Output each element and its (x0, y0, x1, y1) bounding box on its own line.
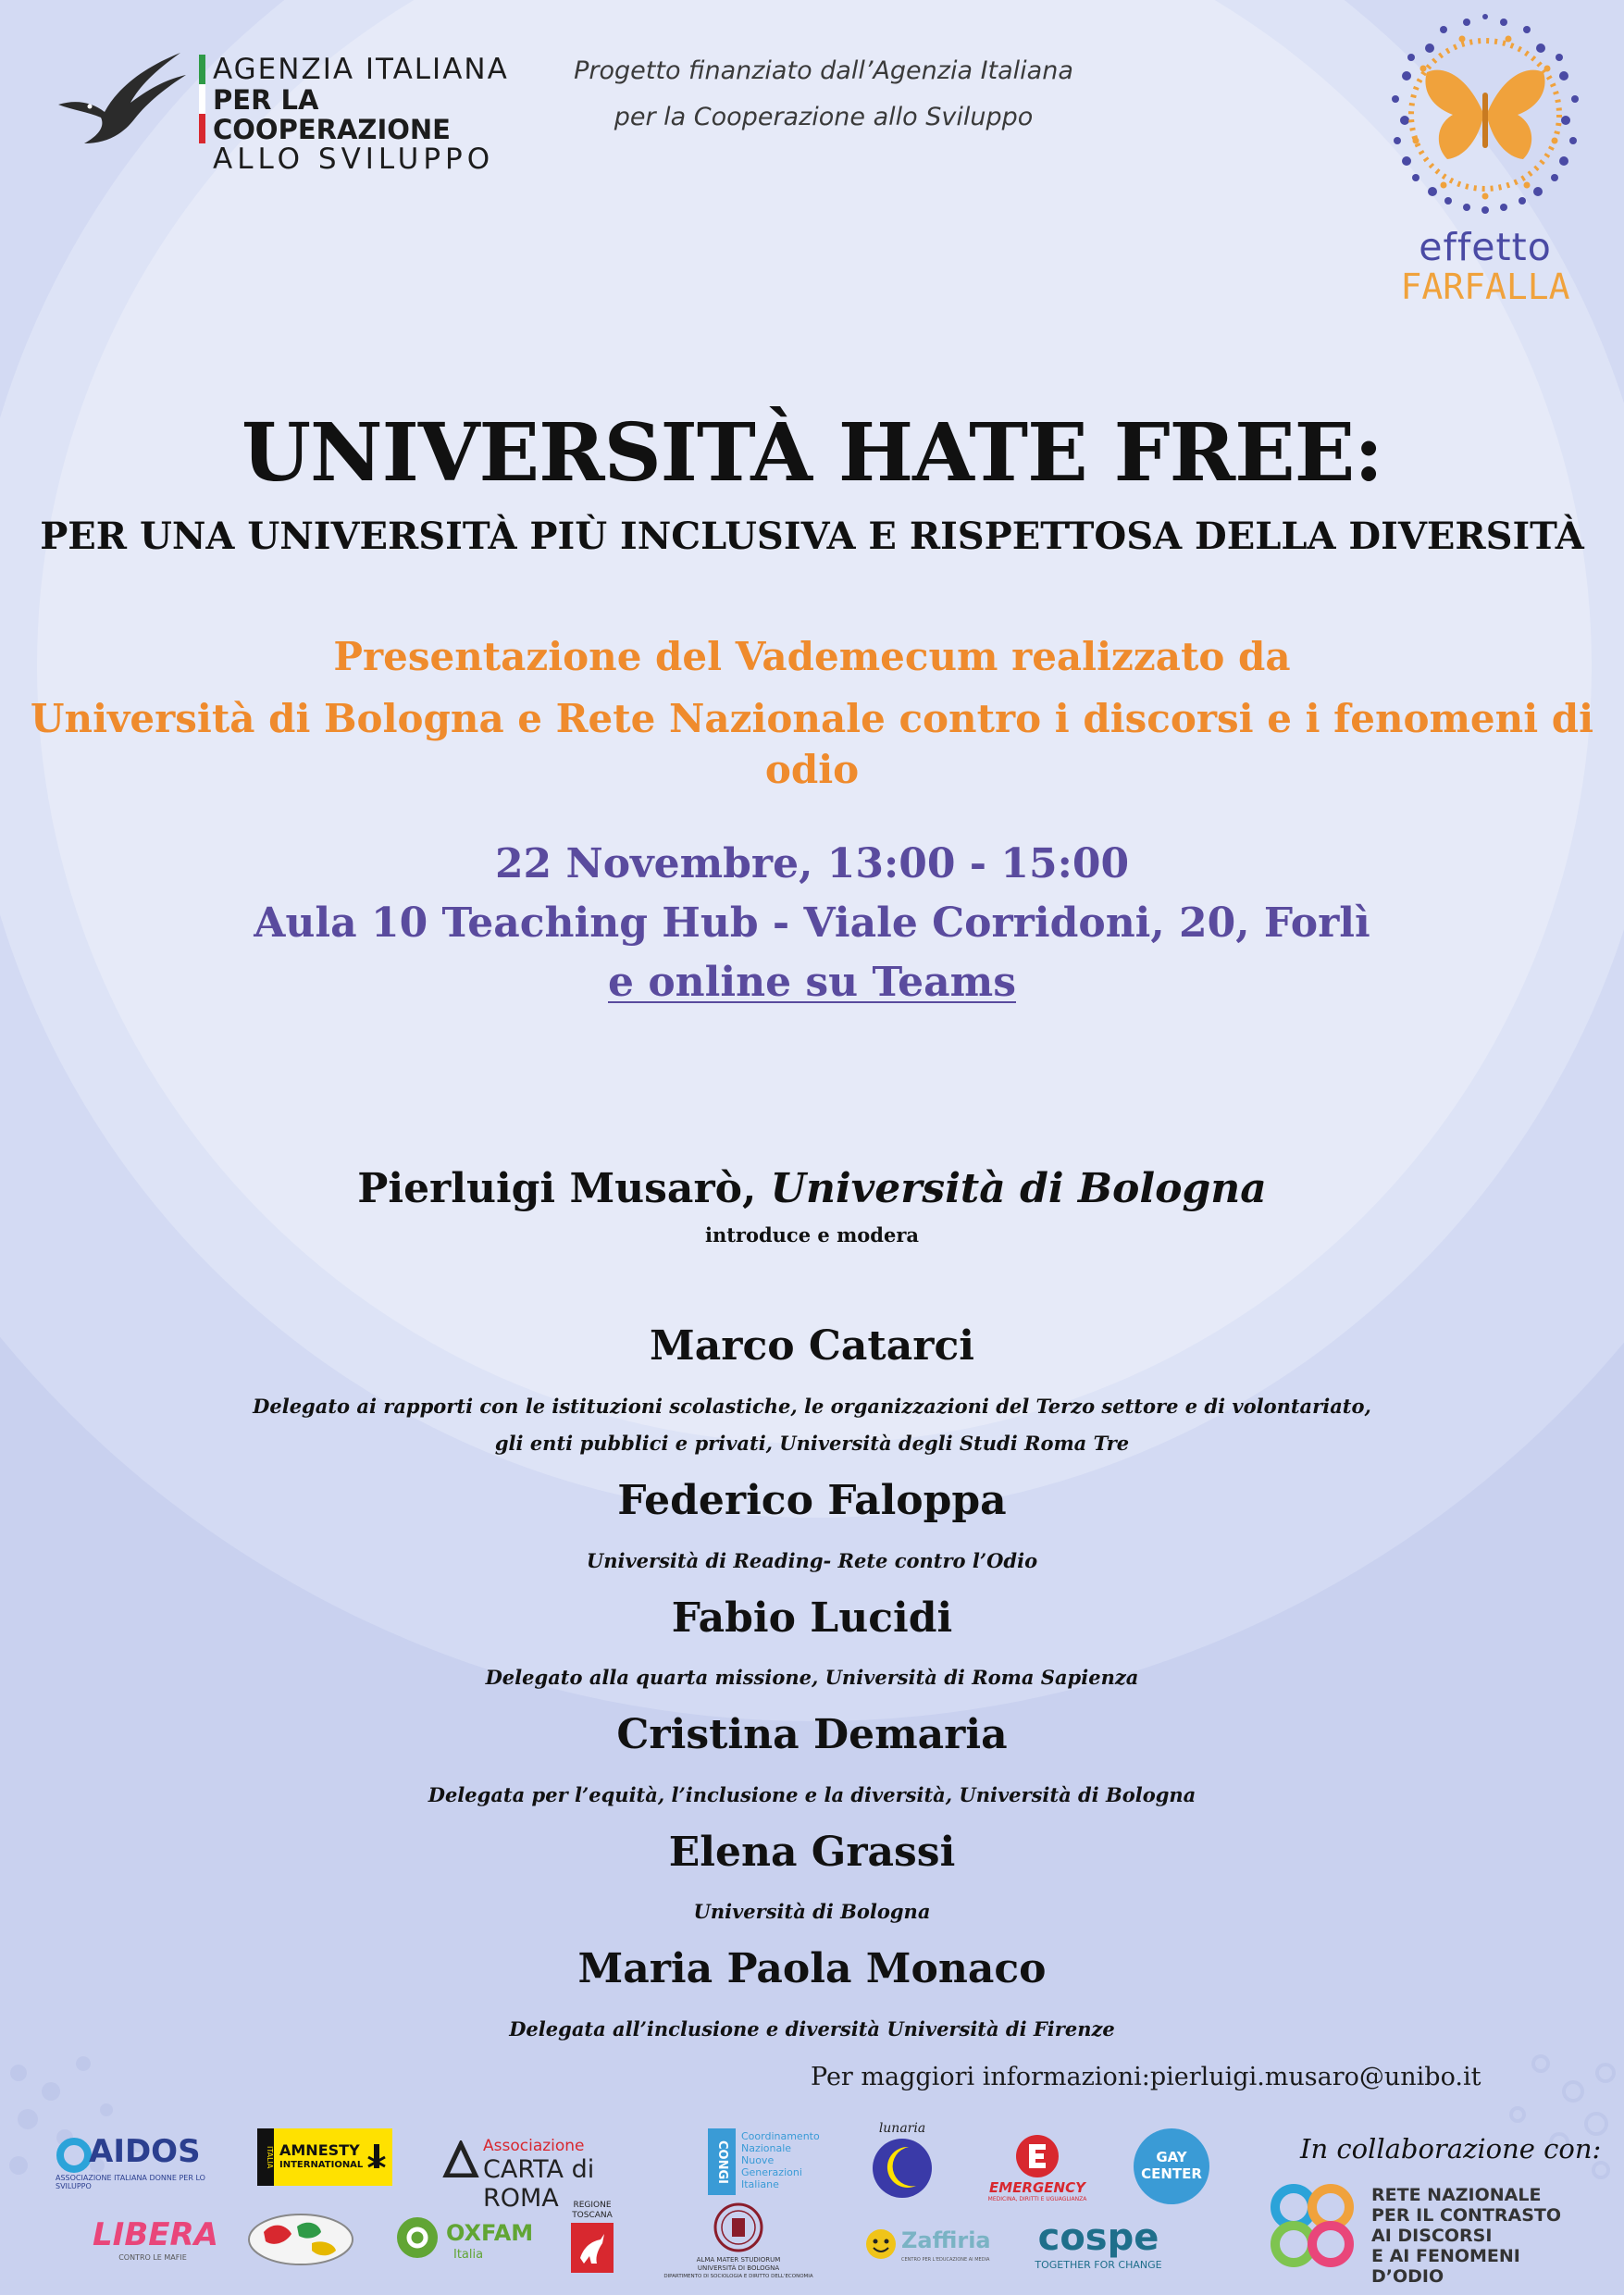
rete-line: AI DISCORSI (1371, 2226, 1493, 2246)
speaker-role: Università di Bologna (693, 1900, 931, 1923)
moderator-affiliation: Università di Bologna (770, 1165, 1267, 1212)
regione-line-1: REGIONE (573, 2201, 612, 2210)
pegasus-icon (569, 2221, 615, 2275)
speaker-role: Delegato alla quarta missione, Università di Roma Sapienza (485, 1666, 1139, 1689)
presentation-line-2: Università di Bologna e Rete Nazionale contro i discorsi e i fenomeni di (30, 696, 1594, 741)
presentation-line-3: odio (764, 747, 860, 792)
presentation-line-1: Presentazione del Vademecum realizzato da (333, 634, 1291, 679)
event-date: 22 Novembre, 13:00 - 15:00 (494, 840, 1130, 887)
emergency-e-icon (1014, 2133, 1060, 2179)
moderator-name: Pierluigi Musarò, (357, 1165, 771, 1212)
regione-line-2: TOSCANA (572, 2211, 613, 2220)
speaker-role: Università di Reading- Rete contro l’Odio (586, 1549, 1038, 1572)
oxfam-subtext: Italia (453, 2248, 484, 2262)
moderator-name-line (0, 1161, 1624, 1217)
lunaria-text: lunaria (878, 2121, 926, 2136)
unibo-logo (646, 2202, 831, 2286)
globe-logo (245, 2212, 356, 2267)
gay-line-2: CENTER (1141, 2165, 1202, 2182)
gay-line-1: GAY (1156, 2149, 1187, 2165)
collaboration-label: In collaborazione con: (1300, 2133, 1602, 2165)
speaker-name: Federico Faloppa (617, 1477, 1007, 1524)
oxfam-logo (396, 2216, 534, 2272)
lunaria-logo (865, 2121, 939, 2204)
effetto-farfalla-logo (1379, 11, 1592, 312)
amnesty-side-text: ITALIA (257, 2128, 274, 2186)
funded-notice (560, 48, 1087, 141)
oxfam-text: OXFAM (446, 2220, 534, 2246)
amnesty-line-2: INTERNATIONAL (279, 2160, 364, 2170)
event-subtitle: PER UNA UNIVERSITÀ PIÙ INCLUSIVA E RISPETTOSA DELLA DIVERSITÀ (40, 515, 1584, 558)
libera-subtext: CONTRO LE MAFIE (118, 2253, 187, 2262)
moderator-role: introduce e modera (704, 1223, 920, 1247)
zaffiria-face-icon (862, 2227, 899, 2261)
speaker-role: Delegata per l’equità, l’inclusione e la diversità, Università di Bologna (428, 1783, 1196, 1806)
rete-line: PER IL CONTRASTO (1371, 2205, 1562, 2226)
speaker-role: Delegato ai rapporti con le istituzioni scolastiche, le organizzazioni del Terzo settore e di volontariato, (253, 1395, 1371, 1418)
unibo-seal-icon (713, 2202, 763, 2252)
emergency-text: EMERGENCY (989, 2179, 1085, 2196)
aidos-text: AIDOS (89, 2133, 201, 2170)
libera-logo (93, 2216, 218, 2272)
speaker-name: Fabio Lucidi (671, 1594, 953, 1642)
contact-info: Per maggiori informazioni:pierluigi.musaro@unibo.it (811, 2063, 1481, 2091)
oxfam-icon (396, 2216, 439, 2259)
italian-flag-stripe (199, 55, 205, 143)
zaffiria-logo (862, 2226, 1003, 2272)
funded-line-2: per la Cooperazione allo Sviluppo (614, 103, 1034, 131)
dove-icon (51, 51, 190, 148)
event-title: UNIVERSITÀ HATE FREE: (241, 406, 1382, 500)
conngi-line: Coordinamento (741, 2130, 820, 2142)
funded-line-1: Progetto finanziato dall’Agenzia Italiana (574, 56, 1073, 85)
aics-line-1: AGENZIA ITALIANA (213, 53, 509, 86)
rete-circles-icon (1266, 2179, 1358, 2272)
rete-line: RETE NAZIONALE (1371, 2185, 1542, 2205)
regione-toscana-logo (564, 2201, 620, 2284)
zaffiria-text: Zaffiria (901, 2227, 991, 2253)
libera-text: LIBERA (93, 2216, 218, 2253)
candle-icon (366, 2139, 387, 2176)
unibo-line-3: DIPARTIMENTO DI SOCIOLOGIA E DIRITTO DELL'ECONOMIA (663, 2274, 813, 2279)
emergency-subtext: MEDICINA, DIRITTI E UGUAGLIANZA (987, 2196, 1087, 2202)
cospe-text: cospe (1037, 2216, 1159, 2259)
conngi-letters: CONGI (708, 2128, 736, 2195)
aidos-subtext: ASSOCIAZIONE ITALIANA DONNE PER LO SVILUPPO (56, 2174, 205, 2190)
butterfly-icon (1379, 11, 1592, 219)
conngi-line: Italiane (741, 2178, 779, 2190)
rete-nazionale-logo (1266, 2179, 1590, 2287)
speaker-role: gli enti pubblici e privati, Università degli Studi Roma Tre (494, 1432, 1130, 1455)
aidos-logo (56, 2133, 213, 2189)
speaker-name: Marco Catarci (650, 1322, 974, 1370)
gay-center-logo (1134, 2128, 1209, 2204)
speaker-name: Cristina Demaria (616, 1711, 1008, 1758)
moon-icon (870, 2136, 935, 2201)
carta-line-2: CARTA di ROMA (483, 2155, 595, 2213)
aics-line-3: ALLO SVILUPPO (213, 143, 495, 176)
carta-line-1: Associazione (483, 2137, 585, 2155)
emergency-logo (986, 2133, 1088, 2202)
conngi-line: Generazioni (741, 2166, 802, 2178)
amnesty-line-1: AMNESTY (279, 2141, 360, 2159)
online-teams (0, 953, 1624, 1012)
unibo-line-2: UNIVERSITÀ DI BOLOGNA (697, 2264, 780, 2272)
conngi-line: Nuove (741, 2154, 775, 2166)
aics-logo (51, 51, 551, 176)
amnesty-logo (257, 2128, 392, 2186)
globe-icon (245, 2212, 356, 2267)
effetto-word: effetto (1419, 225, 1552, 269)
conngi-logo (708, 2128, 828, 2195)
speaker-name: Maria Paola Monaco (577, 1945, 1047, 1992)
teams-link[interactable]: e online su Teams (608, 959, 1016, 1006)
zaffiria-subtext: CENTRO PER L'EDUCAZIONE AI MEDIA (901, 2257, 990, 2263)
speaker-role: Delegata all’inclusione e diversità Università di Firenze (509, 2017, 1115, 2041)
unibo-line-1: ALMA MATER STUDIORUM (696, 2256, 781, 2264)
speaker-name: Elena Grassi (668, 1829, 956, 1876)
conngi-line: Nazionale (741, 2142, 792, 2154)
farfalla-word: FARFALLA (1400, 267, 1570, 307)
event-place: Aula 10 Teaching Hub - Viale Corridoni, 20, Forlì (254, 899, 1370, 947)
carta-triangle-icon (442, 2140, 479, 2177)
cospe-subtext: TOGETHER FOR CHANGE (1035, 2259, 1162, 2271)
aics-line-2: PER LA COOPERAZIONE (213, 84, 451, 145)
rete-line: E AI FENOMENI D’ODIO (1371, 2246, 1520, 2287)
cospe-logo (1029, 2216, 1168, 2281)
